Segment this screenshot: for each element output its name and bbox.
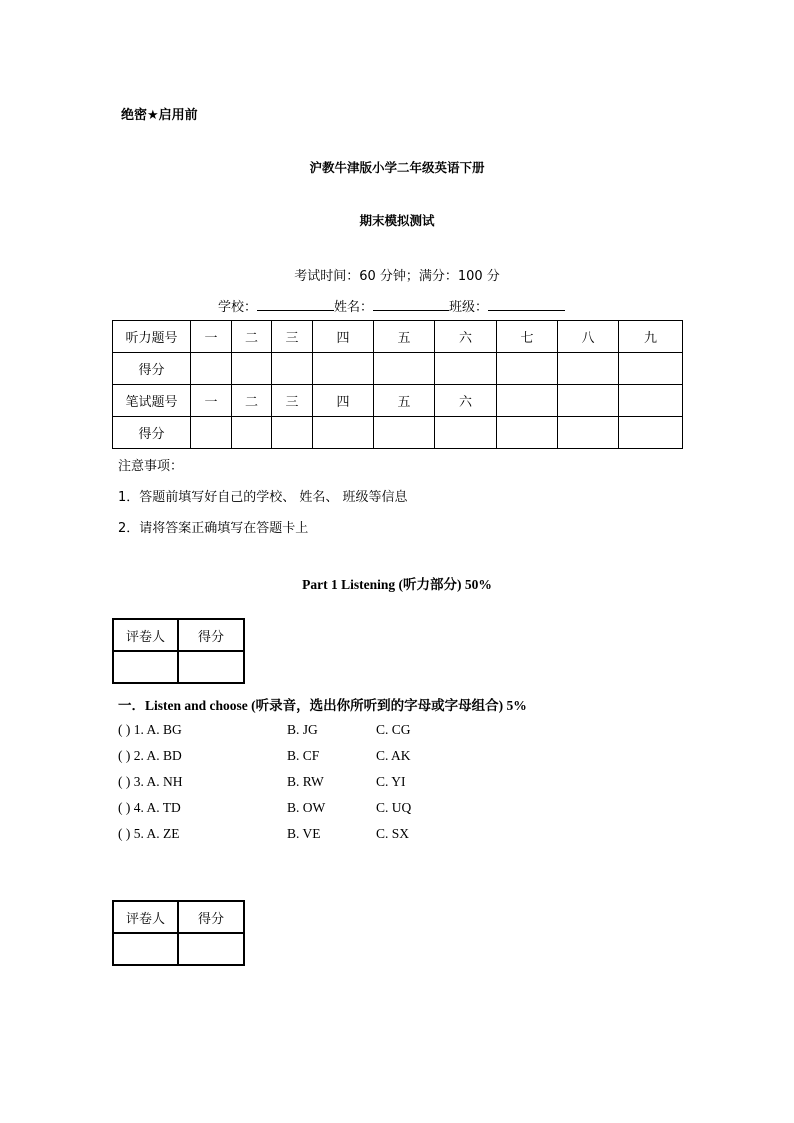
grader-name-cell[interactable] (113, 933, 178, 965)
score-cell[interactable] (497, 353, 558, 385)
written-number (497, 385, 558, 417)
student-info-line (218, 296, 565, 315)
table-row (113, 901, 244, 933)
question-c: C. AK (376, 748, 411, 763)
listening-number: 四 (313, 321, 374, 353)
table-row (113, 933, 244, 965)
score-cell[interactable] (313, 353, 374, 385)
exam-info: 考试时间：60 分钟；满分：100 分 (294, 269, 500, 284)
class-label: 班级： (449, 300, 489, 315)
listening-number: 六 (435, 321, 497, 353)
listening-number: 一 (191, 321, 232, 353)
score-cell[interactable] (313, 417, 374, 449)
written-number: 五 (374, 385, 435, 417)
notes-title: 注意事项： (118, 459, 184, 474)
written-number: 三 (272, 385, 313, 417)
name-label: 姓名： (334, 300, 374, 315)
score-cell[interactable] (558, 353, 619, 385)
table-row (113, 417, 683, 449)
school-label: 学校： (218, 300, 258, 315)
table-row (113, 651, 244, 683)
section1-title: 一．Listen and choose (听录音，选出你所听到的字母或字母组合) 5% (118, 698, 527, 713)
exam-title: 沪教牛津版小学二年级英语下册 (309, 160, 485, 175)
part1-title: Part 1 Listening (听力部分) 50% (302, 577, 492, 592)
written-number (619, 385, 683, 417)
class-field[interactable] (488, 297, 565, 311)
grader-score-label: 得分 (178, 901, 244, 933)
written-number: 一 (191, 385, 232, 417)
listening-number: 三 (272, 321, 313, 353)
grader-box (112, 900, 245, 966)
listening-number: 八 (558, 321, 619, 353)
question-a: ( ) 5. A. ZE (118, 826, 180, 841)
score-cell[interactable] (619, 353, 683, 385)
question-b: B. RW (287, 774, 324, 789)
written-number: 四 (313, 385, 374, 417)
score-cell[interactable] (232, 417, 272, 449)
question-row (0, 774, 794, 794)
grader-score-cell[interactable] (178, 933, 244, 965)
grader-box (112, 618, 245, 684)
question-c: C. YI (376, 774, 406, 789)
table-row (113, 353, 683, 385)
score-label: 得分 (113, 417, 191, 449)
score-cell[interactable] (191, 417, 232, 449)
written-number (558, 385, 619, 417)
question-row (0, 748, 794, 768)
score-cell[interactable] (272, 353, 313, 385)
grader-name-cell[interactable] (113, 651, 178, 683)
confidential-mark: 绝密★启用前 (121, 108, 198, 123)
listening-number: 七 (497, 321, 558, 353)
question-c: C. UQ (376, 800, 412, 815)
question-b: B. JG (287, 722, 318, 737)
listening-number: 五 (374, 321, 435, 353)
written-header: 笔试题号 (113, 385, 191, 417)
score-cell[interactable] (374, 417, 435, 449)
score-cell[interactable] (435, 353, 497, 385)
question-row (0, 826, 794, 846)
score-cell[interactable] (232, 353, 272, 385)
table-row (113, 385, 683, 417)
question-a: ( ) 3. A. NH (118, 774, 183, 789)
question-a: ( ) 4. A. TD (118, 800, 181, 815)
listening-number: 九 (619, 321, 683, 353)
question-c: C. CG (376, 722, 411, 737)
score-cell[interactable] (272, 417, 313, 449)
note-item: 1．答题前填写好自己的学校、 姓名、 班级等信息 (118, 490, 408, 505)
question-a: ( ) 1. A. BG (118, 722, 182, 737)
score-cell[interactable] (374, 353, 435, 385)
question-row (0, 800, 794, 820)
written-number: 六 (435, 385, 497, 417)
listening-header: 听力题号 (113, 321, 191, 353)
question-a: ( ) 2. A. BD (118, 748, 182, 763)
question-b: B. OW (287, 800, 326, 815)
grader-label: 评卷人 (113, 901, 178, 933)
school-field[interactable] (257, 297, 334, 311)
score-cell[interactable] (435, 417, 497, 449)
score-table (112, 320, 683, 449)
score-cell[interactable] (191, 353, 232, 385)
grader-score-cell[interactable] (178, 651, 244, 683)
grader-label: 评卷人 (113, 619, 178, 651)
score-cell[interactable] (497, 417, 558, 449)
question-row (0, 722, 794, 742)
table-row (113, 619, 244, 651)
score-label: 得分 (113, 353, 191, 385)
question-b: B. VE (287, 826, 321, 841)
exam-subtitle: 期末模拟测试 (359, 213, 435, 228)
question-c: C. SX (376, 826, 410, 841)
listening-number: 二 (232, 321, 272, 353)
question-b: B. CF (287, 748, 320, 763)
score-cell[interactable] (558, 417, 619, 449)
score-cell[interactable] (619, 417, 683, 449)
written-number: 二 (232, 385, 272, 417)
grader-score-label: 得分 (178, 619, 244, 651)
table-row (113, 321, 683, 353)
note-item: 2．请将答案正确填写在答题卡上 (118, 521, 309, 536)
name-field[interactable] (373, 297, 449, 311)
